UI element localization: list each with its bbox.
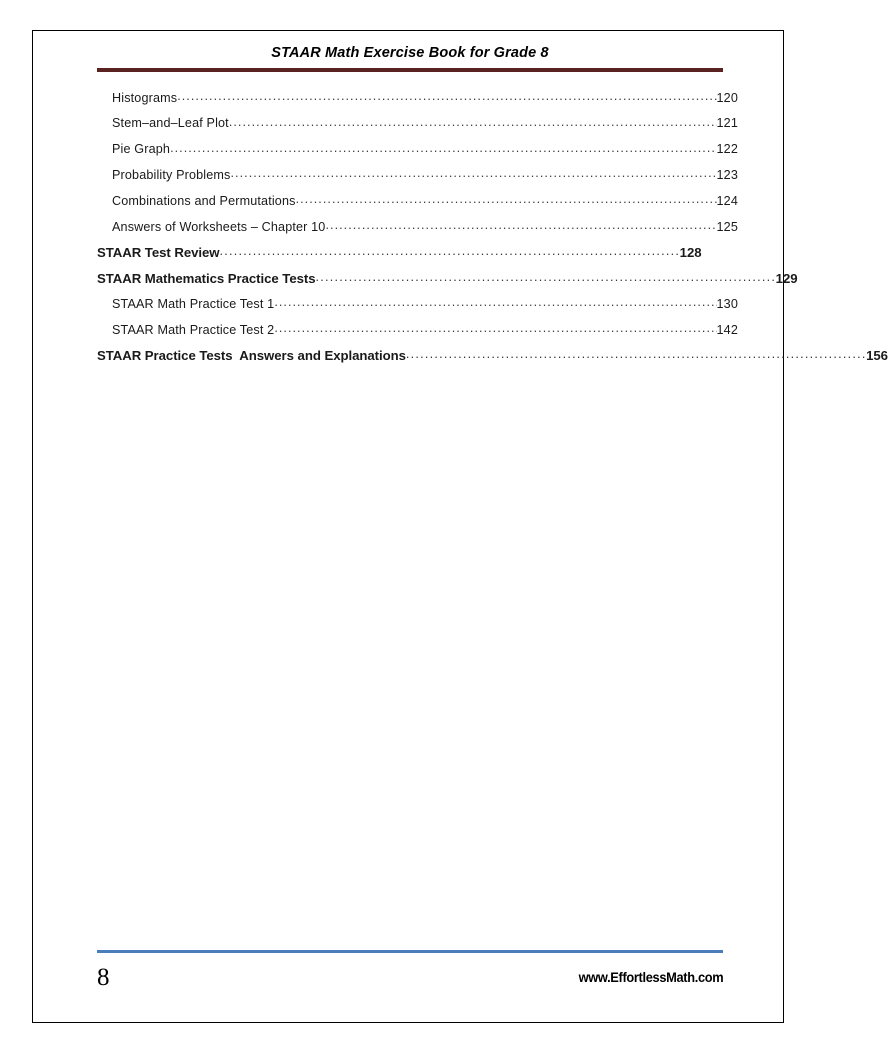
toc-entry-page-number: 122	[716, 142, 738, 157]
toc-entry-page-number: 124	[716, 193, 738, 208]
toc-entry-title: Combinations and Permutations	[112, 193, 296, 208]
page-content	[33, 31, 888, 1022]
page-number: 8	[97, 963, 110, 991]
toc-entry-tail	[220, 244, 702, 260]
document-header	[97, 45, 723, 72]
toc-entry-title: STAAR Math Practice Test 1	[112, 296, 275, 311]
header-divider-rule	[97, 68, 723, 72]
toc-dot-leader	[274, 321, 716, 334]
toc-entry[interactable]	[97, 244, 723, 270]
toc-entry-title: Pie Graph	[112, 142, 171, 157]
toc-entry-page-number: 125	[716, 219, 738, 234]
toc-entry-page-number: 128	[679, 244, 702, 260]
toc-entry-title: Probability Problems	[112, 167, 231, 182]
toc-dot-leader	[316, 270, 776, 283]
toc-entry-page-number: 142	[716, 322, 738, 337]
toc-dot-leader	[296, 192, 717, 205]
toc-entry-title: STAAR Math Practice Test 2	[112, 322, 275, 337]
toc-dot-leader	[406, 347, 866, 360]
toc-entry-title: Histograms	[112, 90, 178, 105]
toc-dot-leader	[220, 244, 680, 257]
toc-entry-title: Answers of Worksheets – Chapter 10	[112, 219, 326, 234]
document-footer	[97, 950, 723, 992]
toc-entry-page-number: 120	[716, 90, 738, 105]
toc-entry[interactable]	[97, 295, 738, 321]
toc-dot-leader	[231, 166, 717, 179]
table-of-contents	[97, 89, 888, 373]
toc-entry-page-number: 130	[716, 296, 738, 311]
toc-entry-tail	[406, 347, 888, 363]
toc-entry-page-number: 156	[866, 348, 888, 364]
toc-entry[interactable]	[97, 218, 738, 244]
toc-entry-page-number: 121	[716, 116, 738, 131]
toc-entry[interactable]	[97, 321, 738, 347]
toc-entry[interactable]	[97, 89, 738, 115]
toc-dot-leader	[170, 141, 716, 154]
toc-entry-title: STAAR Practice Tests Answers and Explanations	[97, 348, 406, 364]
toc-dot-leader	[325, 218, 716, 231]
toc-dot-leader	[274, 295, 716, 308]
toc-entry-page-number: 129	[775, 270, 798, 286]
toc-entry-title: Stem–and–Leaf Plot	[112, 116, 229, 131]
website-link[interactable]: www.EffortlessMath.com	[578, 969, 723, 985]
toc-entry[interactable]	[97, 347, 888, 373]
toc-entry-title: STAAR Mathematics Practice Tests	[97, 270, 316, 286]
toc-entry[interactable]	[97, 141, 738, 167]
footer-row	[97, 962, 723, 992]
header-title: STAAR Math Exercise Book for Grade 8	[271, 45, 549, 61]
toc-entry-tail	[316, 270, 798, 286]
toc-dot-leader	[229, 115, 717, 128]
toc-entry[interactable]	[97, 192, 738, 218]
toc-entry[interactable]	[97, 115, 738, 141]
footer-divider-rule	[97, 950, 723, 953]
toc-entry-page-number: 123	[716, 167, 738, 182]
page-frame	[32, 30, 888, 1023]
toc-entry-title: STAAR Test Review	[97, 244, 220, 260]
toc-dot-leader	[177, 89, 716, 102]
toc-entry[interactable]	[97, 270, 798, 296]
toc-entry[interactable]	[97, 166, 738, 192]
